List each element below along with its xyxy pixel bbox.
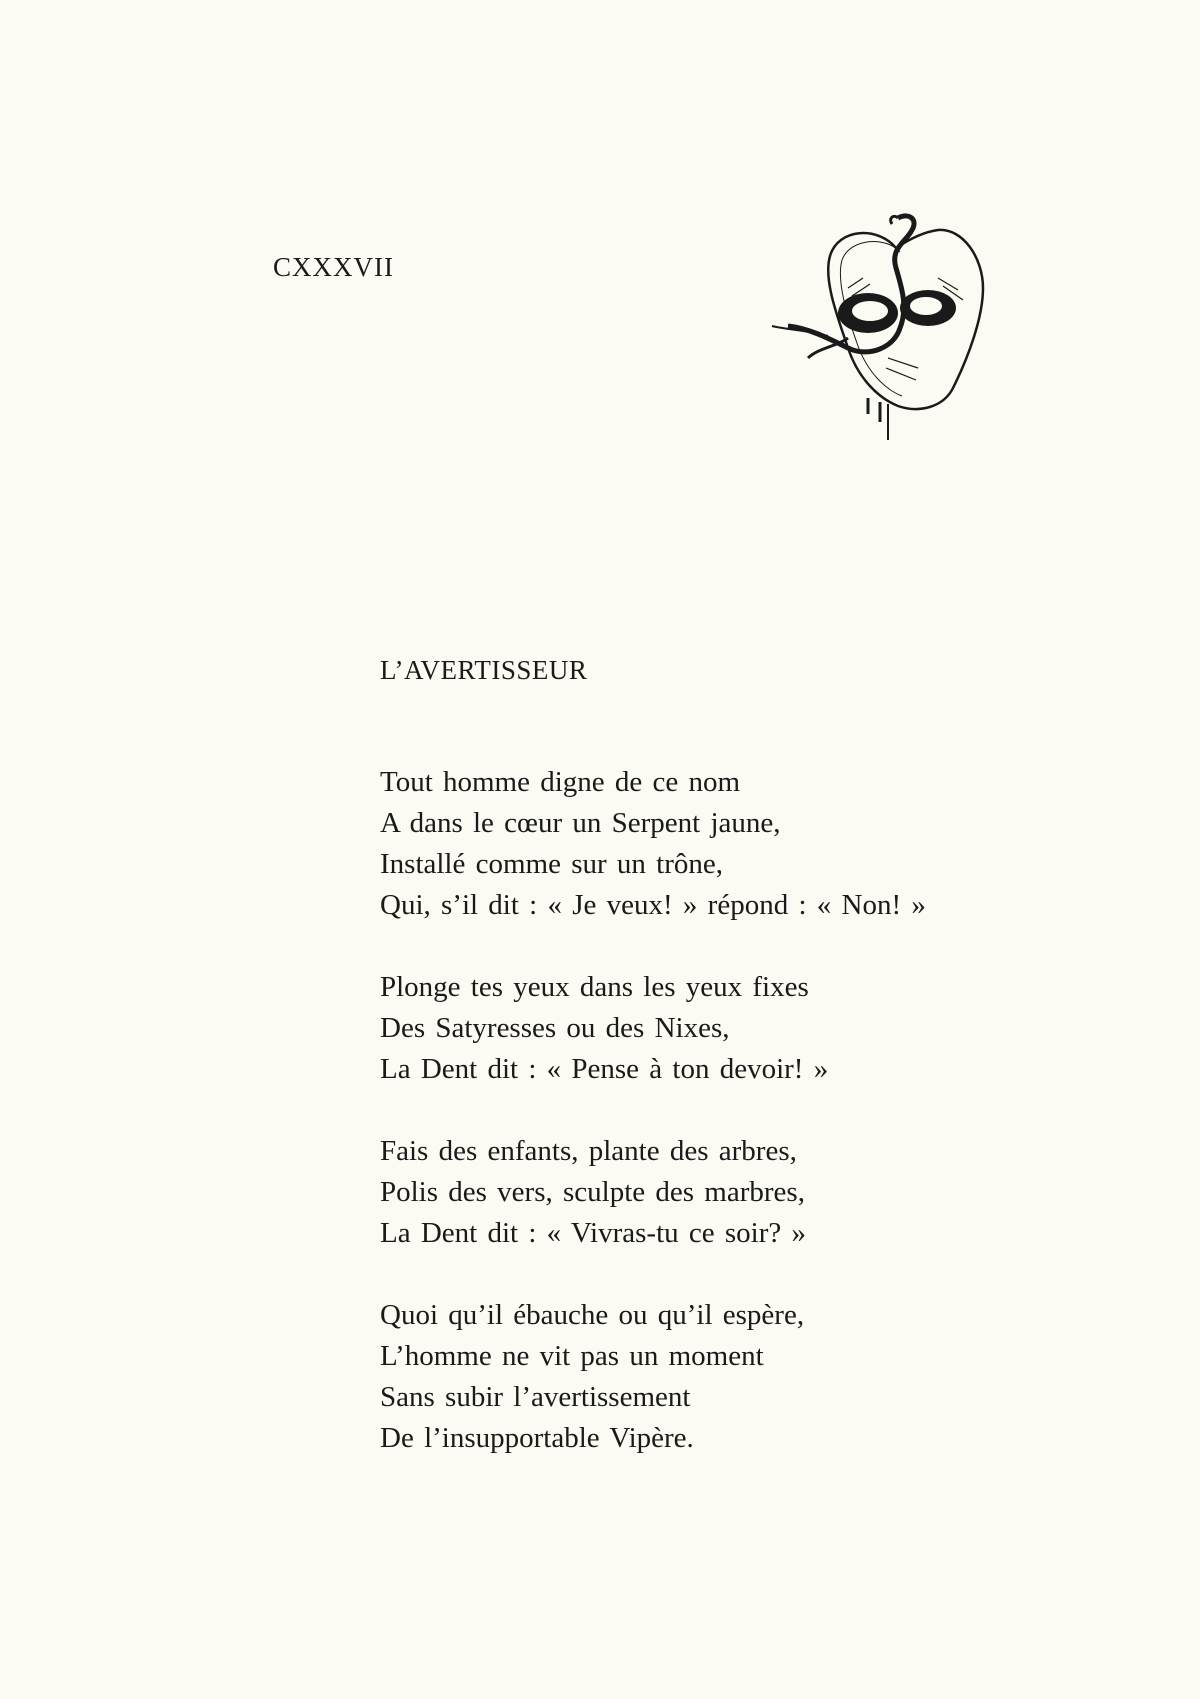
verse-line: Sans subir l’avertissement xyxy=(380,1381,691,1413)
verse-line: Tout homme digne de ce nom xyxy=(380,766,741,798)
page-number: CXXXVII xyxy=(273,252,394,282)
verse-line: La Dent dit : « Pense à ton devoir! » xyxy=(380,1053,829,1085)
verse-line: Plonge tes yeux dans les yeux fixes xyxy=(380,971,809,1003)
verse-line: Fais des enfants, plante des arbres, xyxy=(380,1135,797,1167)
stanza-4 xyxy=(380,1295,1080,1459)
poem-title: L’AVERTISSEUR xyxy=(380,655,588,685)
verse-line: A dans le cœur un Serpent jaune, xyxy=(380,807,781,839)
verse-line: L’homme ne vit pas un moment xyxy=(380,1340,764,1372)
stanza-2 xyxy=(380,967,1080,1090)
verse-line: Installé comme sur un trône, xyxy=(380,848,723,880)
verse-line: La Dent dit : « Vivras-tu ce soir? » xyxy=(380,1217,807,1249)
stanza-3 xyxy=(380,1131,1080,1254)
verse-line: Qui, s’il dit : « Je veux! » répond : « Non! » xyxy=(380,889,926,921)
verse-line: Polis des vers, sculpte des marbres, xyxy=(380,1176,805,1208)
poem-body xyxy=(380,762,1080,1500)
serpent-heart-illustration xyxy=(768,208,1048,444)
stanza-1 xyxy=(380,762,1080,926)
verse-line: De l’insupportable Vipère. xyxy=(380,1422,694,1454)
verse-line: Quoi qu’il ébauche ou qu’il espère, xyxy=(380,1299,805,1331)
verse-line: Des Satyresses ou des Nixes, xyxy=(380,1012,730,1044)
